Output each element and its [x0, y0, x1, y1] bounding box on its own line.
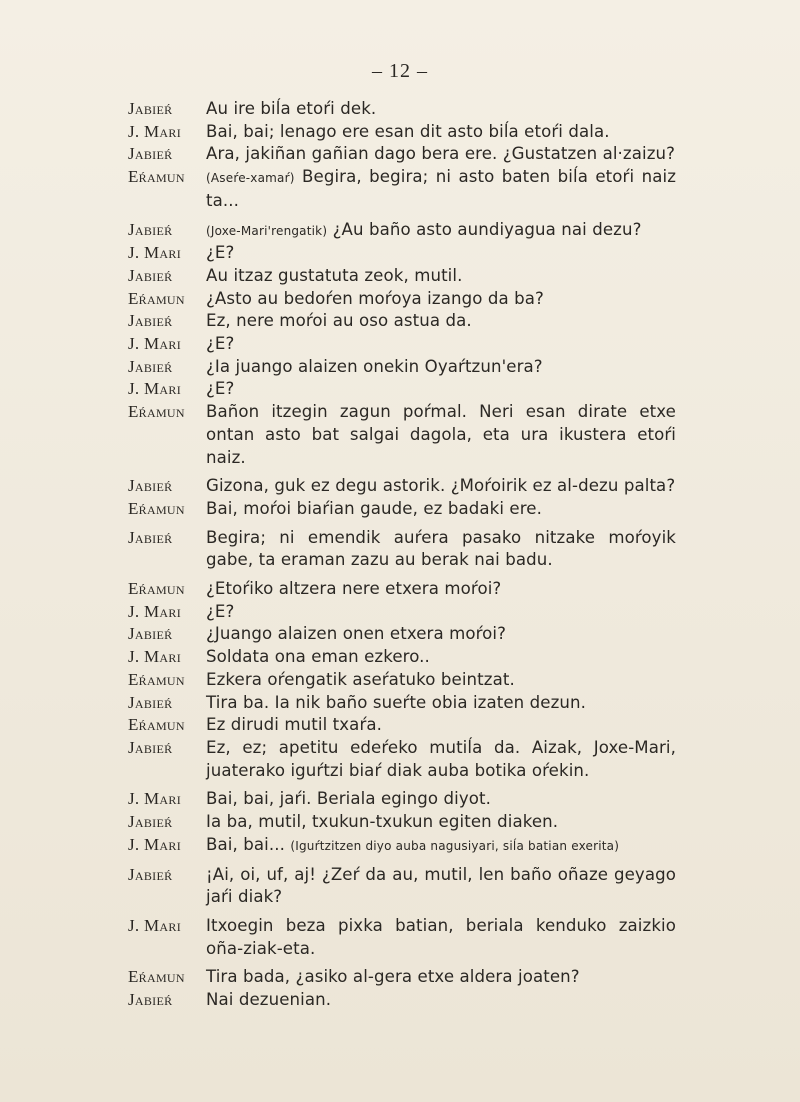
speaker-name: Jabieŕ: [128, 812, 173, 832]
line-text: Tira ba. Ia nik baño sueŕte obia izaten dezun.: [206, 692, 587, 712]
speaker-name: J. Mari: [128, 334, 181, 354]
speaker-name: Jabieŕ: [128, 144, 173, 164]
dialogue-line: [128, 121, 676, 144]
dialogue-line: [128, 601, 676, 624]
line-text: Ez, nere moŕoi au oso astua da.: [206, 311, 472, 331]
dialogue-line: [128, 834, 676, 858]
speaker-name: Eŕamun: [128, 669, 185, 689]
line-text: Nai dezuenian.: [206, 990, 332, 1010]
speaker-name: Eŕamun: [128, 498, 185, 518]
dialogue-line: [128, 989, 676, 1012]
line-text: Begira; ni emendik auŕera pasako nitzake moŕoyik gabe, ta eraman zazu au berak nai badu.: [206, 527, 676, 570]
speech-text: [206, 989, 676, 1012]
dialogue-line: [128, 166, 676, 212]
line-text: Tira bada, ¿asiko al-gera etxe aldera joaten?: [206, 967, 580, 987]
stage-direction: (Iguŕtzitzen diyo auba nagusiyari, siĺa batian exerita): [290, 838, 620, 853]
dialogue-line: [128, 333, 676, 356]
speech-text: [206, 378, 676, 401]
speaker-name: J. Mari: [128, 834, 181, 854]
speaker-name: J. Mari: [128, 121, 181, 141]
dialogue-line: [128, 646, 676, 669]
dialogue-line: [128, 714, 676, 737]
speech-text: [206, 966, 676, 989]
dialogue-line: [128, 864, 676, 909]
dialogue-line: [128, 811, 676, 834]
dialogue-line: [128, 498, 676, 521]
line-text: Ia ba, mutil, txukun-txukun egiten diaken.: [206, 812, 559, 832]
speech-text: [206, 834, 676, 858]
speech-text: [206, 788, 676, 811]
speaker-name: J. Mari: [128, 647, 181, 667]
speech-text: [206, 310, 676, 333]
dialogue-line: [128, 669, 676, 692]
line-text: Ezkera oŕengatik aseŕatuko beintzat.: [206, 669, 515, 689]
line-text: Ez dirudi mutil txaŕa.: [206, 715, 383, 735]
speech-text: [206, 166, 676, 212]
speaker-name: Jabieŕ: [128, 356, 173, 376]
line-text: Ez, ez; apetitu edeŕeko mutiĺa da. Aizak, Joxe-Mari, juaterako iguŕtzi biaŕ diak auba botika oŕekin.: [206, 737, 676, 780]
line-text: ¿Asto au bedoŕen moŕoya izango da ba?: [206, 288, 544, 308]
dialogue-line: [128, 288, 676, 311]
speaker-name: Jabieŕ: [128, 737, 173, 757]
speech-text: [206, 288, 676, 311]
speaker-name: Jabieŕ: [128, 99, 173, 118]
speaker-name: Jabieŕ: [128, 476, 173, 496]
dialogue-line: [128, 578, 676, 601]
dialogue-line: [128, 265, 676, 288]
line-text: Bai, bai, jaŕi. Beriala egingo diyot.: [206, 789, 492, 809]
speaker-name: Eŕamun: [128, 967, 185, 987]
line-text: Begira, begira; ni asto baten biĺa etoŕi naiz ta...: [206, 167, 677, 210]
speech-text: [206, 527, 676, 572]
dialogue-line: [128, 692, 676, 715]
speaker-name: Jabieŕ: [128, 864, 173, 884]
speaker-name: Jabieŕ: [128, 265, 173, 285]
line-text: Bai, bai...: [206, 834, 285, 854]
dialogue-line: [128, 98, 676, 121]
line-text: ¿Ia juango alaizen onekin Oyaŕtzun'era?: [206, 356, 543, 376]
dialogue-line: [128, 966, 676, 989]
speech-text: [206, 356, 676, 379]
speaker-name: Jabieŕ: [128, 624, 173, 644]
speaker-name: J. Mari: [128, 789, 181, 809]
dialogue-line: [128, 915, 676, 960]
speaker-name: Eŕamun: [128, 402, 185, 422]
speaker-name: Jabieŕ: [128, 527, 173, 547]
speech-text: [206, 578, 676, 601]
dialogue-line: [128, 737, 676, 782]
line-text: ¿Juango alaizen onen etxera moŕoi?: [206, 624, 507, 644]
dialogue-line: [128, 527, 676, 572]
line-text: Soldata ona eman ezkero..: [206, 647, 430, 667]
speaker-name: Jabieŕ: [128, 219, 173, 239]
speaker-name: Eŕamun: [128, 579, 185, 599]
speaker-name: J. Mari: [128, 915, 181, 935]
dialogue-line: [128, 623, 676, 646]
page-number: – 12 –: [372, 60, 428, 82]
speech-text: [206, 646, 676, 669]
speech-text: [206, 623, 676, 646]
speech-text: [206, 143, 676, 166]
speaker-name: Jabieŕ: [128, 311, 173, 331]
dialogue-line: [128, 378, 676, 401]
speech-text: [206, 737, 676, 782]
speaker-name: J. Mari: [128, 243, 181, 263]
speech-text: [206, 714, 676, 737]
line-text: Ara, jakiñan gañian dago bera ere. ¿Gustatzen al·zaizu?: [206, 144, 676, 164]
line-text: Bai, moŕoi biaŕian gaude, ez badaki ere.: [206, 498, 542, 518]
dialogue: [128, 98, 676, 1012]
dialogue-line: [128, 788, 676, 811]
line-text: Bañon itzegin zagun poŕmal. Neri esan dirate etxe ontan asto bat salgai dagola, eta ura ikustera etoŕi naiz.: [206, 402, 676, 467]
line-text: Au ire biĺa etoŕi dek.: [206, 99, 377, 118]
dialogue-line: [128, 475, 676, 498]
speaker-name: Jabieŕ: [128, 990, 173, 1010]
speaker-name: Eŕamun: [128, 715, 185, 735]
speaker-name: Eŕamun: [128, 288, 185, 308]
speech-text: [206, 219, 676, 243]
speech-text: [206, 498, 676, 521]
speaker-name: Jabieŕ: [128, 692, 173, 712]
line-text: Itxoegin beza pixka batian, beriala kenduko zaizkio oña-ziak-eta.: [206, 915, 676, 958]
line-text: ¡Ai, oi, uf, aj! ¿Zeŕ da au, mutil, len baño oñaze geyago jaŕi diak?: [206, 864, 676, 907]
dialogue-line: [128, 356, 676, 379]
dialogue-line: [128, 242, 676, 265]
line-text: Bai, bai; lenago ere esan dit asto biĺa etoŕi dala.: [206, 121, 610, 141]
speech-text: [206, 98, 676, 121]
speech-text: [206, 692, 676, 715]
line-text: Gizona, guk ez degu astorik. ¿Moŕoirik ez al-dezu palta?: [206, 476, 676, 496]
speech-text: [206, 475, 676, 498]
stage-direction: (Aseŕe-xamaŕ): [206, 171, 295, 186]
speech-text: [206, 669, 676, 692]
dialogue-line: [128, 143, 676, 166]
stage-direction: (Joxe-Mari'rengatik): [206, 223, 328, 238]
line-text: ¿E?: [206, 243, 235, 263]
line-text: ¿Etoŕiko altzera nere etxera moŕoi?: [206, 579, 502, 599]
speech-text: [206, 333, 676, 356]
dialogue-line: [128, 219, 676, 243]
speech-text: [206, 601, 676, 624]
dialogue-line: [128, 310, 676, 333]
speaker-name: Eŕamun: [128, 167, 185, 187]
line-text: Au itzaz gustatuta zeok, mutil.: [206, 265, 463, 285]
speech-text: [206, 401, 676, 469]
speaker-name: J. Mari: [128, 379, 181, 399]
line-text: ¿E?: [206, 334, 235, 354]
speech-text: [206, 265, 676, 288]
line-text: ¿E?: [206, 601, 235, 621]
speech-text: [206, 811, 676, 834]
dialogue-line: [128, 401, 676, 469]
line-text: ¿Au baño asto aundiyagua nai dezu?: [332, 219, 642, 239]
speech-text: [206, 121, 676, 144]
speech-text: [206, 242, 676, 265]
speech-text: [206, 915, 676, 960]
line-text: ¿E?: [206, 379, 235, 399]
speech-text: [206, 864, 676, 909]
speaker-name: J. Mari: [128, 601, 181, 621]
